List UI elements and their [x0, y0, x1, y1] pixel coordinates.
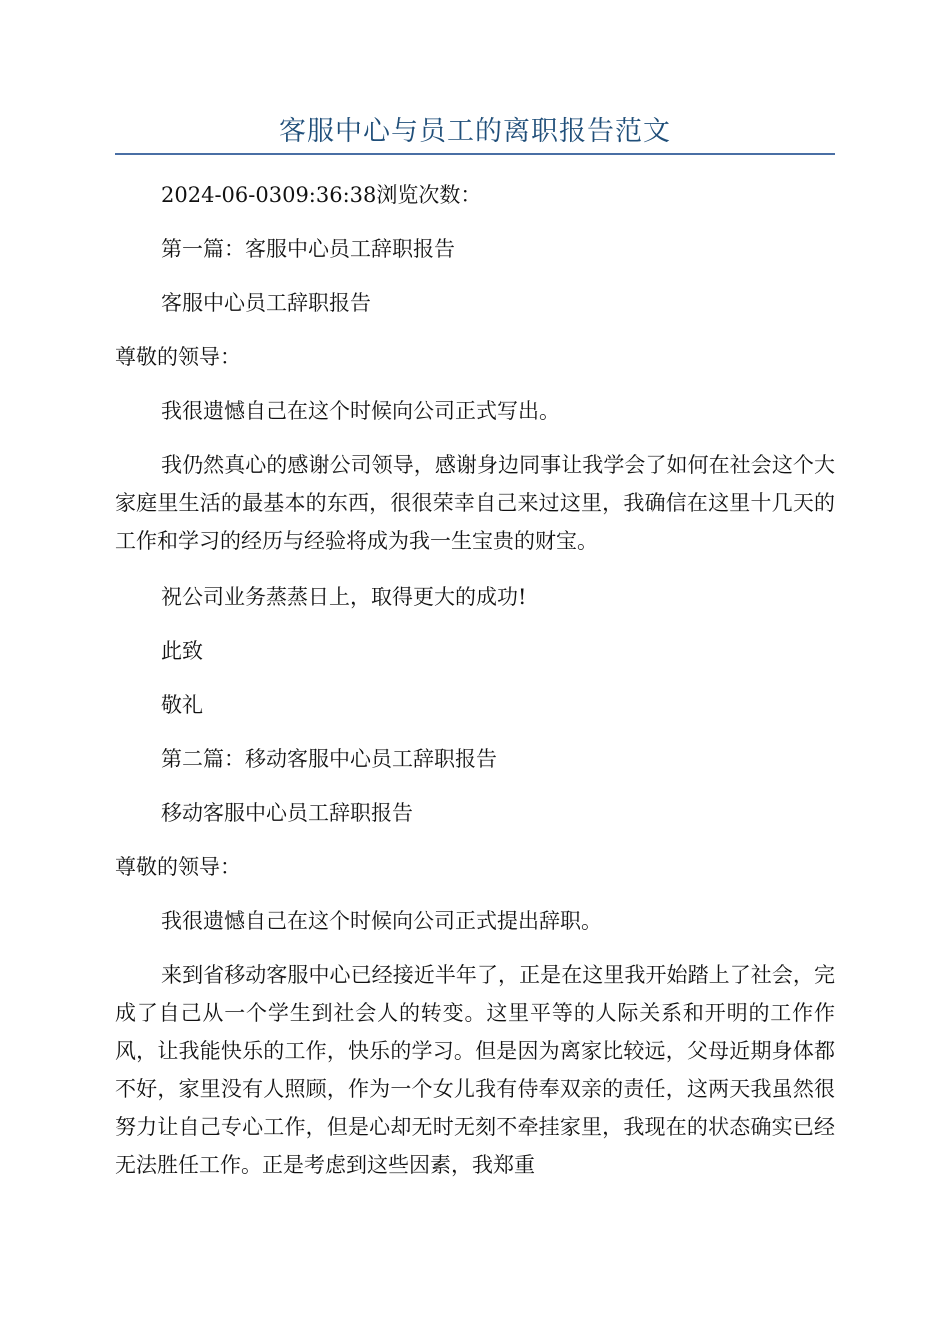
section-heading-2: 第二篇：移动客服中心员工辞职报告: [161, 747, 497, 771]
title-underline: [115, 153, 835, 155]
date-views-line: 2024-06-0309:36:38浏览次数：: [161, 183, 482, 207]
section-heading-1: 第一篇：客服中心员工辞职报告: [161, 237, 455, 261]
body-paragraph-1: 我很遗憾自己在这个时候向公司正式写出。: [161, 399, 560, 423]
closing-line-2: 敬礼: [161, 693, 203, 717]
closing-line-1: 此致: [161, 639, 203, 663]
salutation-1: 尊敬的领导：: [115, 345, 241, 369]
document-title: 客服中心与员工的离职报告范文: [279, 116, 671, 147]
report-title-2: 移动客服中心员工辞职报告: [161, 801, 413, 825]
body-paragraph-5: 来到省移动客服中心已经接近半年了，正是在这里我开始踏上了社会，完成了自己从一个学生到社会人的转变。这里平等的人际关系和开明的工作作风，让我能快乐的工作，快乐的学习。但是因为离家比较远，父母近期身体都不好，家里没有人照顾，作为一个女儿我有侍奉双亲的责任，这两天我虽然很努力让自己专心工作，但是心却无时无刻不牵挂家里，我现在的状态确实已经无法胜任工作。正是考虑到这些因素，我郑重: [115, 963, 835, 1177]
body-paragraph-2: 我仍然真心的感谢公司领导，感谢身边同事让我学会了如何在社会这个大家庭里生活的最基本的东西，很很荣幸自己来过这里，我确信在这里十几天的工作和学习的经历与经验将成为我一生宝贵的财宝。: [115, 453, 835, 553]
body-paragraph-3: 祝公司业务蒸蒸日上，取得更大的成功!: [161, 585, 527, 609]
body-paragraph-4: 我很遗憾自己在这个时候向公司正式提出辞职。: [161, 909, 602, 933]
report-title-1: 客服中心员工辞职报告: [161, 291, 371, 315]
salutation-2: 尊敬的领导：: [115, 855, 241, 879]
